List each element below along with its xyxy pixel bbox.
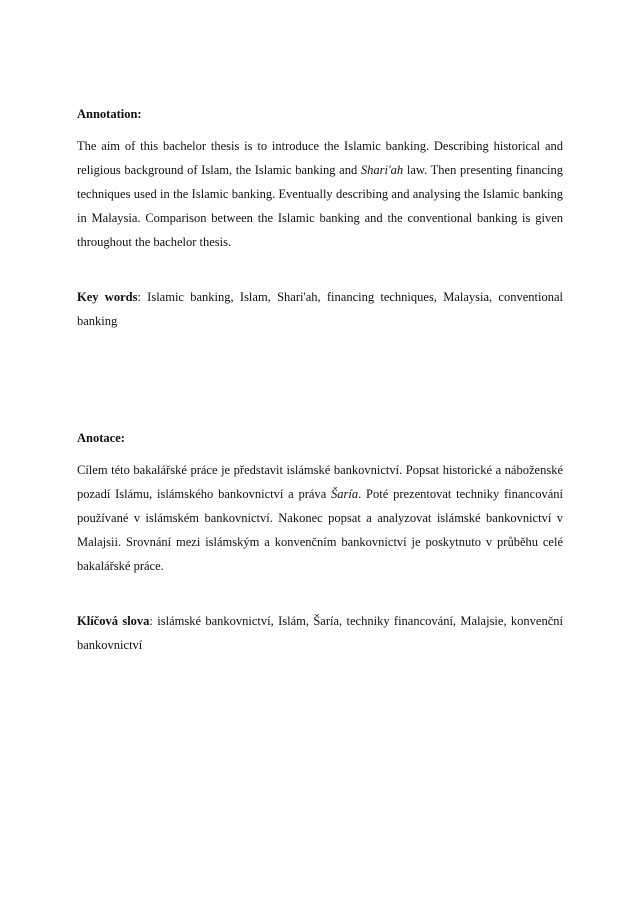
annotation-section (77, 106, 563, 254)
anotace-italic-term: Šaría (331, 487, 359, 501)
keywords-cz-paragraph (77, 609, 563, 657)
keywords-en-paragraph (77, 285, 563, 333)
annotation-heading: Annotation: (77, 107, 142, 121)
annotation-italic-term: Shari'ah (360, 163, 404, 177)
anotace-paragraph (77, 458, 563, 578)
anotace-section (77, 430, 563, 578)
keywords-cz-text: : islámské bankovnictví, Islám, Šaría, techniky financování, Malajsie, konvenční bankovnictví (77, 614, 564, 652)
keywords-en-text: : Islamic banking, Islam, Shari'ah, financing techniques, Malaysia, conventional banking (77, 290, 563, 328)
annotation-text-1: The aim of this bachelor thesis is to introduce the Islamic banking. Describing historical and religious background of Islam, the Islamic banking and (77, 139, 563, 177)
keywords-cz-section (77, 609, 563, 657)
annotation-text-2: law. Then presenting financing techniques used in the Islamic banking. Eventually describing and analysing the Islamic banking in Malaysia. Comparison between the Islamic banking and the conventional banking is given throughout the bachelor thesis. (77, 163, 563, 249)
keywords-en-label: Key words (77, 290, 138, 304)
annotation-paragraph (77, 134, 563, 254)
keywords-en-section (77, 285, 563, 333)
keywords-cz-label: Klíčová slova (77, 614, 150, 628)
anotace-heading: Anotace: (77, 431, 125, 445)
anotace-text-2: . Poté prezentovat techniky financování používané v islámském bankovnictví. Nakonec popsat a analyzovat islámské bankovnictví v Malajsii. Srovnání mezi islámským a konvenčním bankovnictví je poskytnuto v průběhu celé bakalářské práce. (77, 487, 564, 573)
anotace-text-1: Cílem této bakalářské práce je představit islámské bankovnictví. Popsat historické a náboženské pozadí Islámu, islámského bankovnictví a práva (77, 463, 563, 501)
